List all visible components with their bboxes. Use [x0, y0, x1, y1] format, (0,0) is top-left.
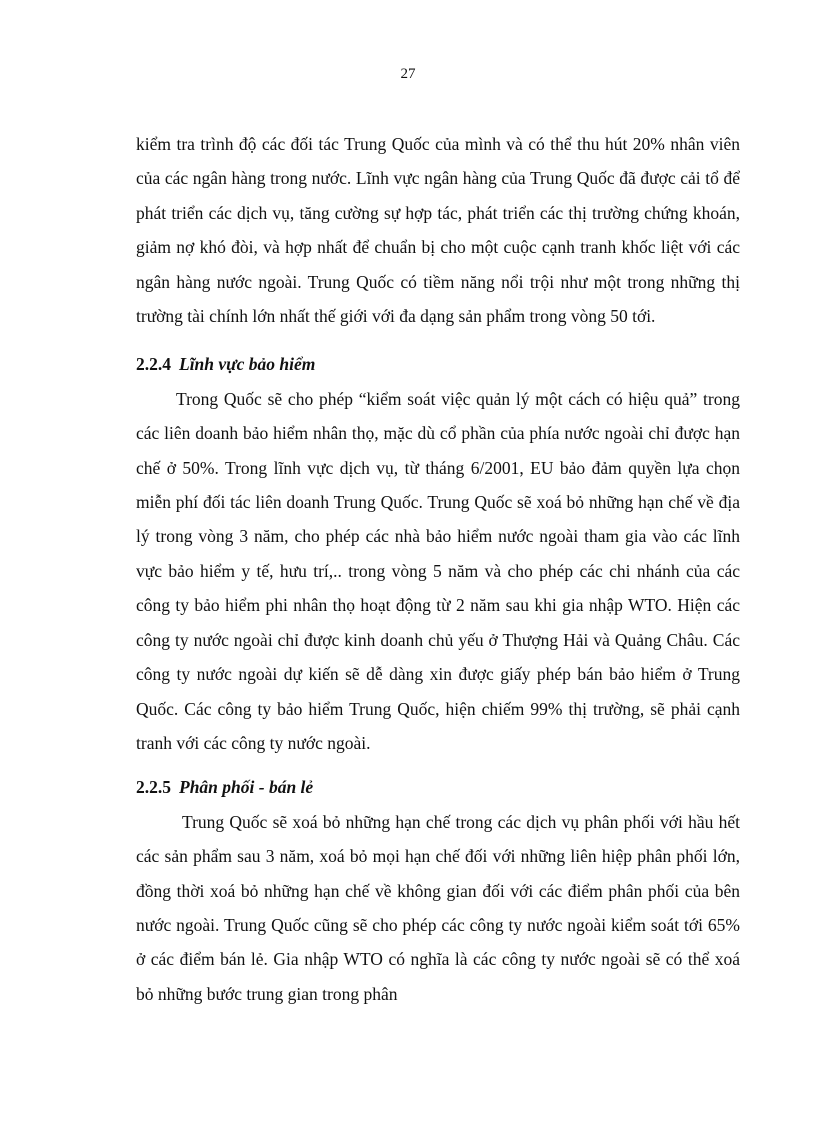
distribution-paragraph: Trung Quốc sẽ xoá bỏ những hạn chế trong các dịch vụ phân phối với hầu hết các sản phẩm sau 3 năm, xoá bỏ mọi hạn chế đối với những liên hiệp phân phối lớn, đồng thời xoá bỏ những hạn chế về không gian đối với các điểm phân phối của bên nước ngoài. Trung Quốc cũng sẽ cho phép các công ty nước ngoài kiểm soát tới 65% ở các điểm bán lẻ. Gia nhập WTO có nghĩa là các công ty nước ngoài sẽ có thể xoá bỏ những bước trung gian trong phân — [136, 811, 740, 1004]
section-number: 2.2.5 — [136, 777, 171, 798]
insurance-paragraph: Trong Quốc sẽ cho phép “kiểm soát việc quản lý một cách có hiệu quả” trong các liên doanh bảo hiểm nhân thọ, mặc dù cổ phần của phía nước ngoài chỉ được hạn chế ở 50%. Trong lĩnh vực dịch vụ, từ tháng 6/2001, EU bảo đảm quyền lựa chọn miễn phí đối tác liên doanh Trung Quốc. Trung Quốc sẽ xoá bỏ những hạn chế về địa lý trong vòng 3 năm, cho phép các nhà bảo hiểm nước ngoài tham gia vào các lĩnh vực bảo hiểm y tế, hưu trí,.. trong vòng 5 năm và cho phép các chi nhánh của các công ty bảo hiểm phi nhân thọ hoạt động từ 2 năm sau khi gia nhập WTO. Hiện các công ty nước ngoài chỉ được kinh doanh chủ yếu ở Thượng Hải và Quảng Châu. Các công ty nước ngoài dự kiến sẽ dễ dàng xin được giấy phép bán bảo hiểm ở Trung Quốc. Các công ty bảo hiểm Trung Quốc, hiện chiếm 99% thị trường, sẽ phải cạnh tranh với các công ty nước ngoài. — [136, 388, 740, 753]
section-heading-insurance — [136, 347, 740, 381]
spacer — [136, 760, 740, 770]
section-number: 2.2.4 — [136, 354, 171, 375]
section-title: Lĩnh vực bảo hiểm — [179, 354, 316, 375]
intro-paragraph: kiểm tra trình độ các đối tác Trung Quốc của mình và có thể thu hút 20% nhân viên của các ngân hàng trong nước. Lĩnh vực ngân hàng của Trung Quốc đã được cải tổ để phát triển các dịch vụ, tăng cường sự hợp tác, phát triển các thị trường chứng khoán, giảm nợ khó đòi, và hợp nhất để chuẩn bị cho một cuộc cạnh tranh khốc liệt với các ngân hàng nước ngoài. Trung Quốc có tiềm năng nổi trội như một trong những thị trường tài chính lớn nhất thế giới với đa dạng sản phẩm trong vòng 50 tới. — [136, 134, 740, 327]
document-body — [136, 127, 740, 1011]
section-title: Phân phối - bán lẻ — [179, 777, 314, 798]
section-heading-distribution — [136, 770, 740, 804]
spacer — [136, 333, 740, 347]
page-number: 27 — [400, 66, 416, 82]
